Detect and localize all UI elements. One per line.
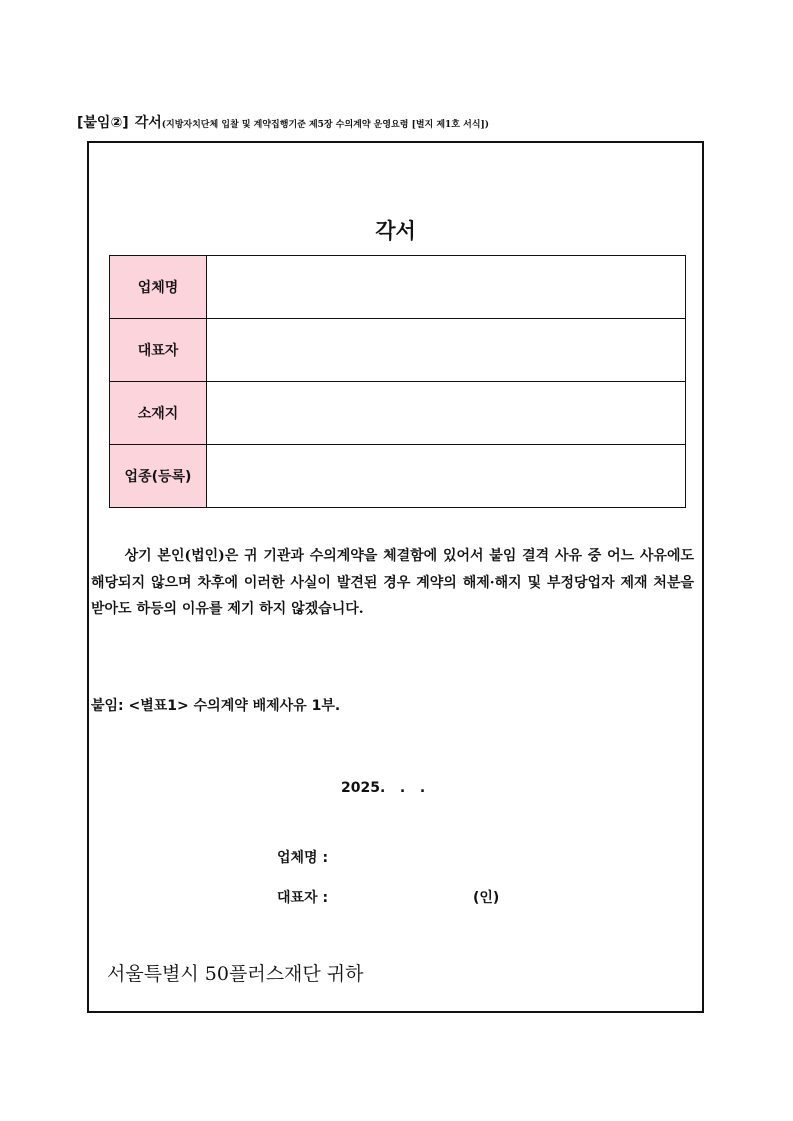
attachment-note: 붙임: <별표1> 수의계약 배제사유 1부. [91,698,341,714]
table-row [110,319,686,382]
signature-company-label: 업체명 : [277,850,329,866]
caption-title: 각서 [134,115,162,131]
table-row [110,445,686,508]
date-line: 2025. . . [341,780,426,796]
document-frame [87,141,704,1013]
business-type-label: 업종(등록) [110,445,207,508]
seal-mark: (인) [473,890,500,906]
table-row [110,256,686,319]
business-type-field[interactable] [207,445,686,508]
table-row [110,382,686,445]
document-title: 각서 [375,219,416,243]
company-info-table [109,255,686,508]
address-field[interactable] [207,382,686,445]
representative-label: 대표자 [110,319,207,382]
signature-representative-label: 대표자 : [277,890,329,906]
representative-field[interactable] [207,319,686,382]
statement-paragraph: 상기 본인(법인)은 귀 기관과 수의계약을 체결함에 있어서 붙임 결격 사유 중 어느 사유에도 해당되지 않으며 차후에 이러한 사실이 발견된 경우 계약의 해제·해지 및 부정당업자 제재 처분을 받아도 하등의 이유를 제기 하지 않겠습니다. [91,548,694,617]
caption-reference: (지방자치단체 입찰 및 계약집행기준 제5장 수의계약 운영요령 [별지 제1호 서식]) [161,120,490,130]
company-name-field[interactable] [207,256,686,319]
attachment-number-label: [붙임②] [77,115,129,131]
address-label: 소재지 [110,382,207,445]
company-name-label: 업체명 [110,256,207,319]
recipient-line: 서울특별시 50플러스재단 귀하 [107,963,364,985]
form-caption [77,112,489,132]
